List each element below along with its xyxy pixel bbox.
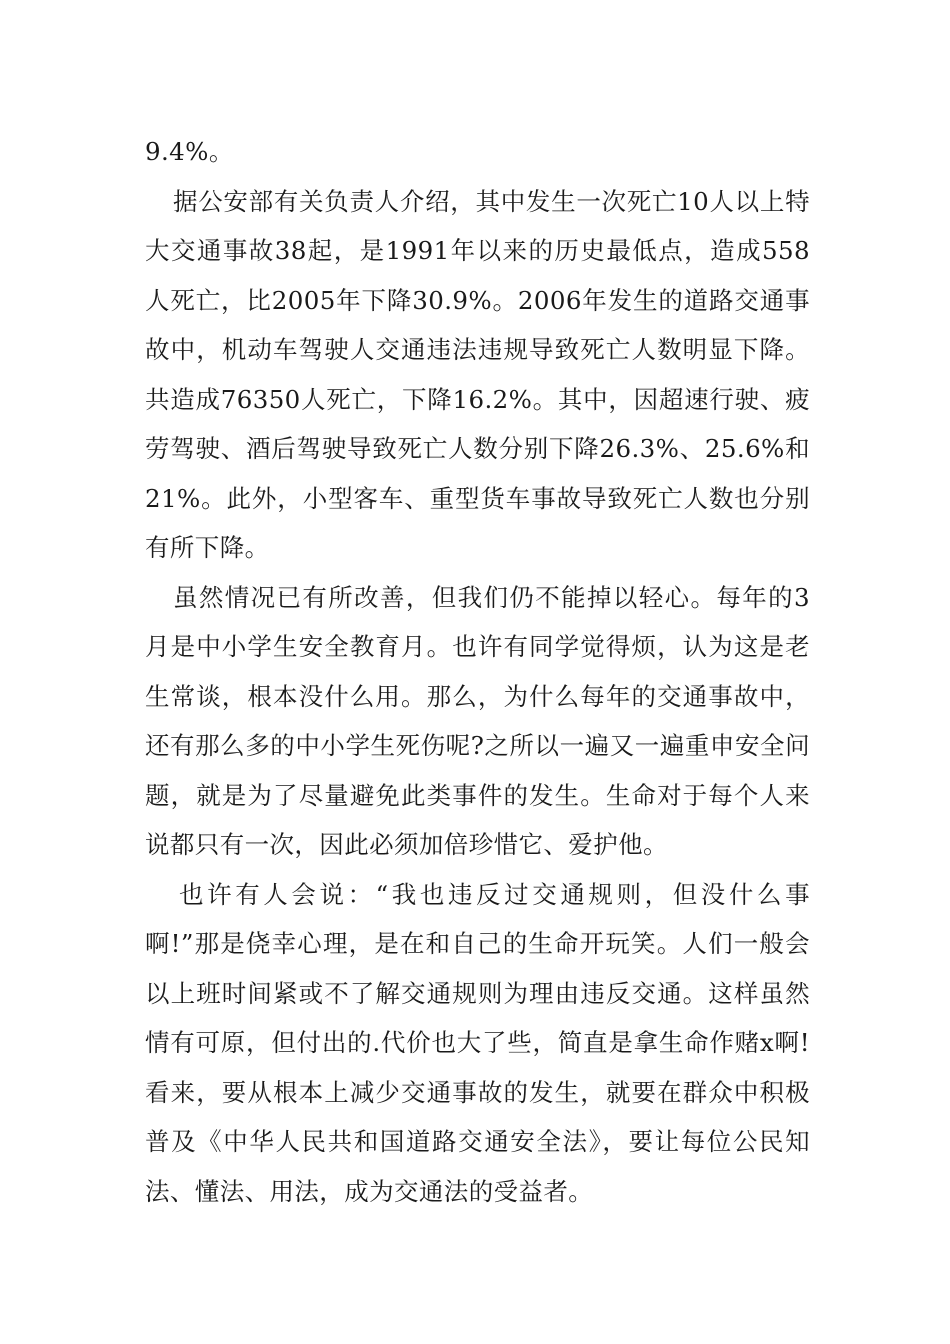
paragraph-safety-education: 虽然情况已有所改善，但我们仍不能掉以轻心。每年的3月是中小学生安全教育月。也许有同学觉得烦，认为这是老生常谈，根本没什么用。那么，为什么每年的交通事故中，还有那么多的中小学生死伤呢?之所以一遍又一遍重申安全问题，就是为了尽量避免此类事件的发生。生命对于每个人来说都只有一次，因此必须加倍珍惜它、爱护他。 — [145, 582, 810, 859]
paragraph-accident-statistics: 据公安部有关负责人介绍，其中发生一次死亡10人以上特大交通事故38起，是1991年以来的历史最低点，造成558人死亡，比2005年下降30.9%。2006年发生的道路交通事故中，机动车驾驶人交通违法违规导致死亡人数明显下降。共造成76350人死亡，下降16.2%。其中，因超速行驶、疲劳驾驶、酒后驾驶导致死亡人数分别下降26.3%、25.6%和21%。此外，小型客车、重型货车事故导致死亡人数也分别有所下降。 — [145, 186, 810, 562]
paragraph-continuation: 9.4%。 — [145, 137, 234, 166]
document-page — [145, 127, 810, 1216]
paragraph-traffic-law: 也许有人会说：“我也违反过交通规则，但没什么事啊!”那是侥幸心理，是在和自己的生命开玩笑。人们一般会以上班时间紧或不了解交通规则为理由违反交通。这样虽然情有可原，但付出的.代价也大了些，简直是拿生命作赌x啊!看来，要从根本上减少交通事故的发生，就要在群众中积极普及《中华人民共和国道路交通安全法》，要让每位公民知法、懂法、用法，成为交通法的受益者。 — [145, 879, 810, 1206]
